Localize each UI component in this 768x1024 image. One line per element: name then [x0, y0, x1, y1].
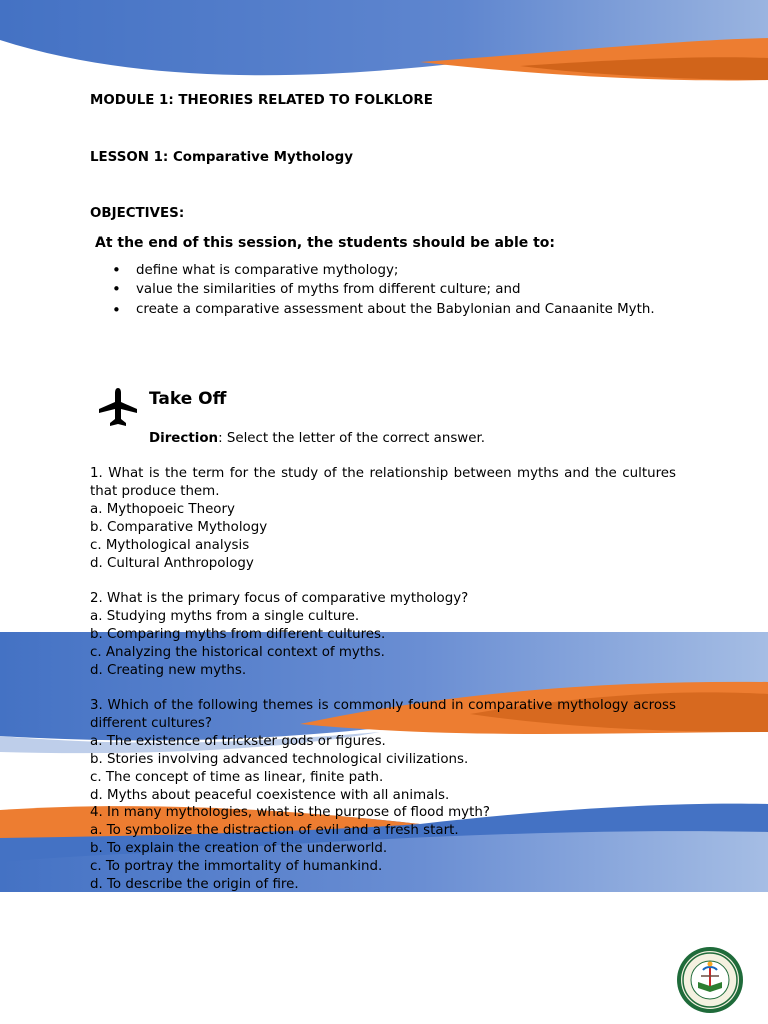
answer-option: d. Creating new myths. — [90, 663, 247, 678]
answer-option: c. To portray the immortality of humankind. — [90, 859, 383, 874]
answer-option: b. Stories involving advanced technological civilizations. — [90, 752, 469, 767]
school-seal-logo — [676, 946, 744, 1014]
answer-option: b. Comparing myths from different cultures. — [90, 627, 386, 642]
objective-item: • create a comparative assessment about the Babylonian and Canaanite Myth. — [112, 300, 678, 320]
answer-option: b. Comparative Mythology — [90, 520, 268, 535]
answer-option: c. The concept of time as linear, finite path. — [90, 770, 384, 785]
objective-item: • define what is comparative mythology; — [112, 262, 678, 279]
question-stem: 1. What is the term for the study of the relationship between myths and the cultures that produce them. — [90, 466, 676, 499]
answer-option: d. Cultural Anthropology — [90, 556, 254, 571]
question-1 — [90, 465, 676, 573]
question-3 — [90, 697, 676, 805]
objectives-intro: At the end of this session, the students should be able to: — [95, 235, 556, 251]
question-4 — [90, 804, 676, 894]
objectives-list — [112, 262, 678, 322]
answer-option: d. To describe the origin of fire. — [90, 877, 299, 892]
direction-line — [149, 430, 485, 448]
question-2 — [90, 590, 676, 680]
answer-option: a. Mythopoeic Theory — [90, 502, 235, 517]
direction-label: Direction — [149, 431, 219, 446]
question-stem: 4. In many mythologies, what is the purpose of flood myth? — [90, 805, 490, 820]
question-stem: 3. Which of the following themes is commonly found in comparative mythology across different cultures? — [90, 698, 676, 731]
module-title: MODULE 1: THEORIES RELATED TO FOLKLORE — [90, 93, 433, 108]
section-title: Take Off — [149, 389, 227, 409]
answer-option: a. Studying myths from a single culture. — [90, 609, 360, 624]
answer-option: b. To explain the creation of the underworld. — [90, 841, 388, 856]
answer-option: c. Mythological analysis — [90, 538, 250, 553]
objective-item: • value the similarities of myths from different culture; and — [112, 281, 678, 298]
lesson-title: LESSON 1: Comparative Mythology — [90, 150, 353, 165]
question-stem: 2. What is the primary focus of comparative mythology? — [90, 591, 469, 606]
direction-text: : Select the letter of the correct answer. — [218, 431, 486, 446]
answer-option: d. Myths about peaceful coexistence with all animals. — [90, 788, 450, 803]
objectives-heading: OBJECTIVES: — [90, 206, 185, 221]
answer-option: a. The existence of trickster gods or figures. — [90, 734, 386, 749]
answer-option: c. Analyzing the historical context of myths. — [90, 645, 385, 660]
airplane-icon — [96, 385, 140, 429]
answer-option: a. To symbolize the distraction of evil and a fresh start. — [90, 823, 459, 838]
